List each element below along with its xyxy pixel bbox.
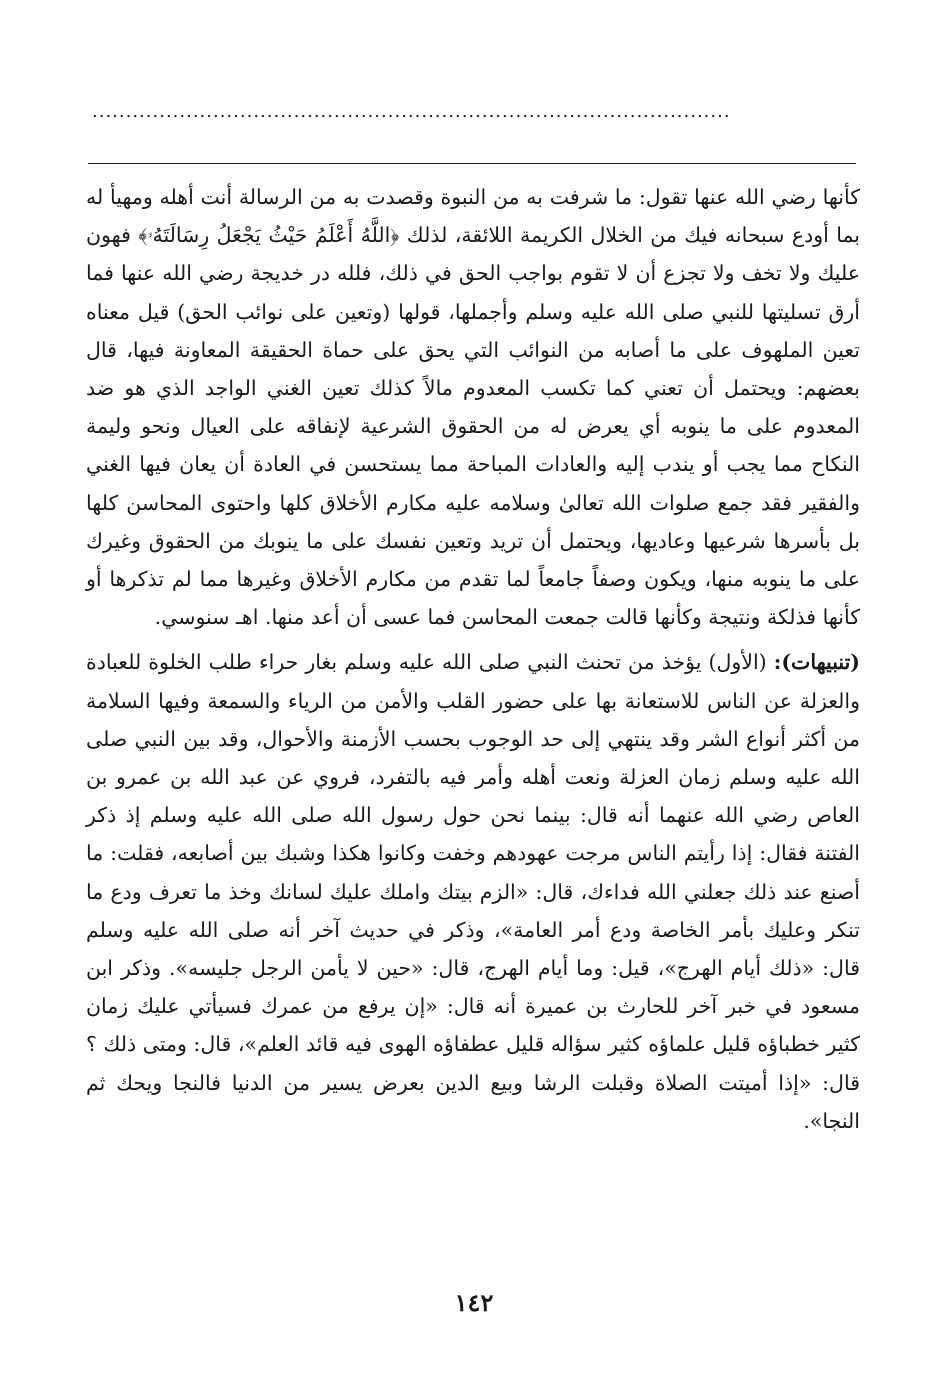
dotted-separator: ............................................................................................... [92, 104, 731, 120]
page-number: ١٤٢ [454, 1288, 494, 1317]
paragraph-commentary: كأنها رضي الله عنها تقول: ما شرفت به من النبوة وقصدت به من الرسالة أنت أهله ومهيأ له بما أودع سبحانه فيك من الخلال الكريمة اللائقة، لذلك ﴿اللَّهُ أَعْلَمُ حَيْثُ يَجْعَلُ رِسَالَتَهُۥ﴾ فهون عليك ولا تخف ولا تجزع أن لا تقوم بواجب الحق في ذلك، فلله در خديجة رضي الله عنها فما أرق تسليتها للنبي صلى الله عليه وسلم وأجملها، قولها (وتعين على نوائب الحق) قيل معناه تعين الملهوف على ما أصابه من النوائب التي يحق على حماة الحقيقة المعاونة فيها، قال بعضهم: ويحتمل أن تعني كما تكسب المعدوم مالاً كذلك تعين الغني الواجد الذي هو ضد المعدوم على ما ينوبه أي يعرض له من الحقوق الشرعية لإنفاقه على العيال ونحو وليمة النكاح مما يجب أو يندب إليه والعادات المباحة مما يستحسن في العادة أن يعان فيها الغني والفقير فقد جمع صلوات الله تعالىٰ وسلامه عليه مكارم الأخلاق كلها واحتوى المحاسن كلها بل بأسرها شرعيها وعاديها، ويحتمل أن تريد وتعين نفسك على ما ينوبك من الحقوق وغيرك على ما ينوبه منها، ويكون وصفاً جامعاً لما تقدم من مكارم الأخلاق وغيرها مما لم تذكرها أو كأنها فذلكة ونتيجة وكأنها قالت جمعت المحاسن فما عسى أن أعد منها. اهـ سنوسي. [86, 185, 860, 630]
notes-heading: (تنبيهات): [773, 650, 860, 675]
paragraph-notes [86, 643, 860, 1140]
horizontal-rule [88, 163, 856, 164]
page-body [86, 178, 860, 1278]
notes-text: (الأول) يؤخذ من تحنث النبي صلى الله عليه وسلم بغار حراء طلب الخلوة للعبادة والعزلة عن الناس للاستعانة بها على حضور القلب والأمن من الرياء والسمعة وفيها السلامة من أكثر أنواع الشر وقد ينتهي إلى حد الوجوب بحسب الأزمنة والأحوال، وقد بين النبي صلى الله عليه وسلم زمان العزلة ونعت أهله وأمر فيه بالتفرد، فروي عن عبد الله بن عمرو بن العاص رضي الله عنهما أنه قال: بينما نحن حول رسول الله صلى الله عليه وسلم إذ ذكر الفتنة فقال: إذا رأيتم الناس مرجت عهودهم وخفت وكانوا هكذا وشبك بين أصابعه، فقلت: ما أصنع عند ذلك جعلني الله فداءك، قال: «الزم بيتك واملك عليك لسانك وخذ ما تعرف ودع ما تنكر وعليك بأمر الخاصة ودع أمر العامة»، وذكر في حديث آخر أنه صلى الله عليه وسلم قال: «ذلك أيام الهرج»، قيل: وما أيام الهرج، قال: «حين لا يأمن الرجل جليسه». وذكر ابن مسعود في خبر آخر للحارث بن عميرة أنه قال: «إن يرفع من عمرك فسيأتي عليك زمان كثير خطباؤه قليل علماؤه كثير سؤاله قليل عطفاؤه الهوى فيه قائد العلم»، قال: ومتى ذلك ؟ قال: «إذا أميتت الصلاة وقبلت الرشا وبيع الدين بعرض يسير من الدنيا فالنجا ويحك ثم النجا». [86, 650, 860, 1133]
